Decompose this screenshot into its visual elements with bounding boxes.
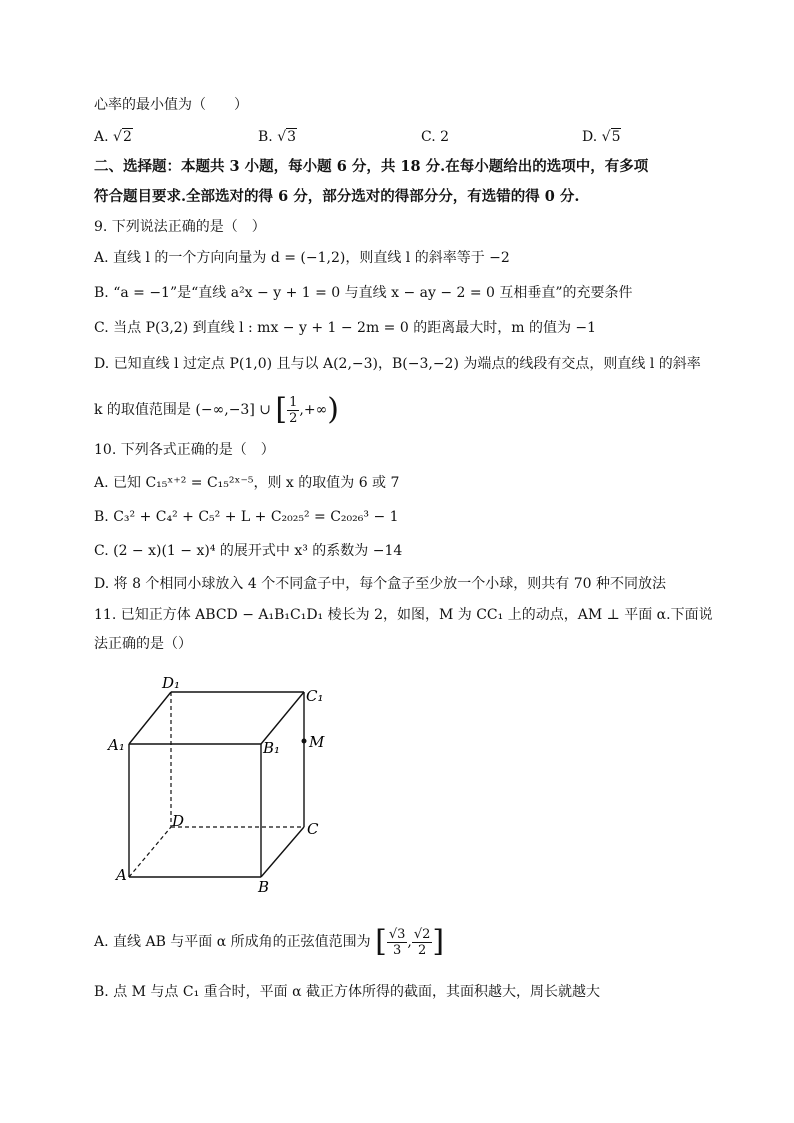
q10-stem: 10. 下列各式正确的是（ ）	[94, 442, 275, 458]
label-c1: C₁	[306, 687, 324, 705]
q11-a-prefix: A. 直线 AB 与平面 α 所成角的正弦值范围为	[94, 934, 371, 950]
sqrt-icon: √5	[601, 129, 621, 145]
label-d1: D₁	[162, 674, 181, 692]
q8-option-c	[421, 127, 449, 147]
q8-option-d	[582, 127, 621, 147]
q8-option-d-value: 5	[611, 129, 621, 145]
q10-option-c: C. (2 − x)(1 − x)⁴ 的展开式中 x³ 的系数为 −14	[94, 543, 403, 559]
q11-a-fraction-1	[387, 927, 408, 958]
sqrt-icon: √3	[277, 129, 297, 145]
q11-option-b: B. 点 M 与点 C₁ 重合时，平面 α 截正方体所得的截面，其面积越大，周长就越大	[94, 984, 601, 1000]
q11-option-a: A. 直线 AB 与平面 α 所成角的正弦值范围为 [ $\frac{√3}{3}$ , $\frac{√2}{2}$ ]	[94, 924, 445, 959]
label-b1: B₁	[263, 739, 281, 757]
q9-d-range-suffix: ,+∞	[299, 402, 328, 418]
edge-bc	[261, 827, 304, 877]
q10-option-b: B. C₃² + C₄² + C₅² + L + C₂₀₂₅² = C₂₀₂₆³ − 1	[94, 509, 399, 525]
q9-option-d-line1: D. 已知直线 l 过定点 P(1,0) 且与以 A(2,−3)，B(−3,−2) 为端点的线段有交点，则直线 l 的斜率	[94, 356, 701, 372]
bracket-left-icon: [	[275, 392, 288, 427]
q11-stem-line1: 11. 已知正方体 ABCD − A₁B₁C₁D₁ 棱长为 2，如图，M 为 CC₁ 上的动点，AM ⊥ 平面 α.下面说	[94, 607, 713, 623]
sqrt-icon: √2	[113, 129, 132, 145]
label-c: C	[307, 820, 319, 838]
bracket-left-icon: [	[375, 924, 387, 959]
q8-option-d-label: D.	[582, 129, 598, 145]
label-a1: A₁	[108, 736, 125, 754]
q9-d-range-prefix: k 的取值范围是 (−∞,−3] ∪	[94, 402, 271, 418]
bracket-right-icon: ]	[432, 924, 445, 959]
q8-option-a-value: 2	[122, 129, 132, 145]
edge-b1c1	[261, 692, 304, 744]
q11-a-fraction-2	[412, 927, 433, 958]
q8-option-b-value: 3	[287, 129, 297, 145]
q9-d-frac-num: 1	[289, 394, 298, 410]
q10-option-a: A. 已知 C₁₅ˣ⁺² = C₁₅²ˣ⁻⁵，则 x 的取值为 6 或 7	[94, 475, 400, 491]
paren-right-icon: )	[327, 392, 339, 427]
q8-option-b	[258, 127, 297, 147]
label-a: A	[116, 866, 127, 884]
q11-a-f1-num: √3	[388, 926, 406, 942]
q8-option-b-label: B.	[258, 129, 273, 145]
q9-option-d-line2	[94, 390, 339, 430]
q8-option-a-label: A.	[94, 129, 109, 145]
label-d: D	[172, 812, 185, 830]
label-m: M	[309, 733, 325, 751]
hidden-edge-ad	[129, 827, 171, 877]
q10-option-d: D. 将 8 个相同小球放入 4 个不同盒子中，每个盒子至少放一个小球，则共有 70 种不同放法	[94, 576, 666, 592]
section2-heading-line1: 二、选择题：本题共 3 小题，每小题 6 分，共 18 分.在每小题给出的选项中，有多项	[94, 158, 649, 175]
q9-stem: 9. 下列说法正确的是（ ）	[94, 219, 266, 235]
q9-d-frac-den: 2	[289, 410, 298, 426]
q11-a-f2-num: √2	[413, 926, 431, 942]
q11-stem-line2: 法正确的是（）	[94, 636, 192, 652]
edge-a1d1	[129, 692, 171, 744]
q8-tail: 心率的最小值为（ ）	[94, 97, 248, 113]
q9-d-fraction	[287, 395, 299, 426]
label-b: B	[258, 878, 270, 896]
q9-option-b: B. “a = −1”是“直线 a²x − y + 1 = 0 与直线 x − ay − 2 = 0 互相垂直”的充要条件	[94, 285, 633, 301]
section2-heading-line2: 符合题目要求.全部选对的得 6 分，部分选对的得部分分，有选错的得 0 分.	[94, 188, 580, 205]
q9-option-a: A. 直线 l 的一个方向向量为 d = (−1,2)，则直线 l 的斜率等于 −2	[94, 250, 510, 266]
q11-a-f1-den: 3	[392, 942, 402, 958]
q9-option-c: C. 当点 P(3,2) 到直线 l : mx − y + 1 − 2m = 0 的距离最大时，m 的值为 −1	[94, 320, 597, 336]
q11-a-f2-den: 2	[418, 942, 427, 958]
q8-option-a	[94, 127, 133, 147]
cube-figure	[100, 668, 340, 898]
point-m-dot	[302, 739, 307, 744]
q8-option-c-label: C. 2	[421, 129, 450, 145]
